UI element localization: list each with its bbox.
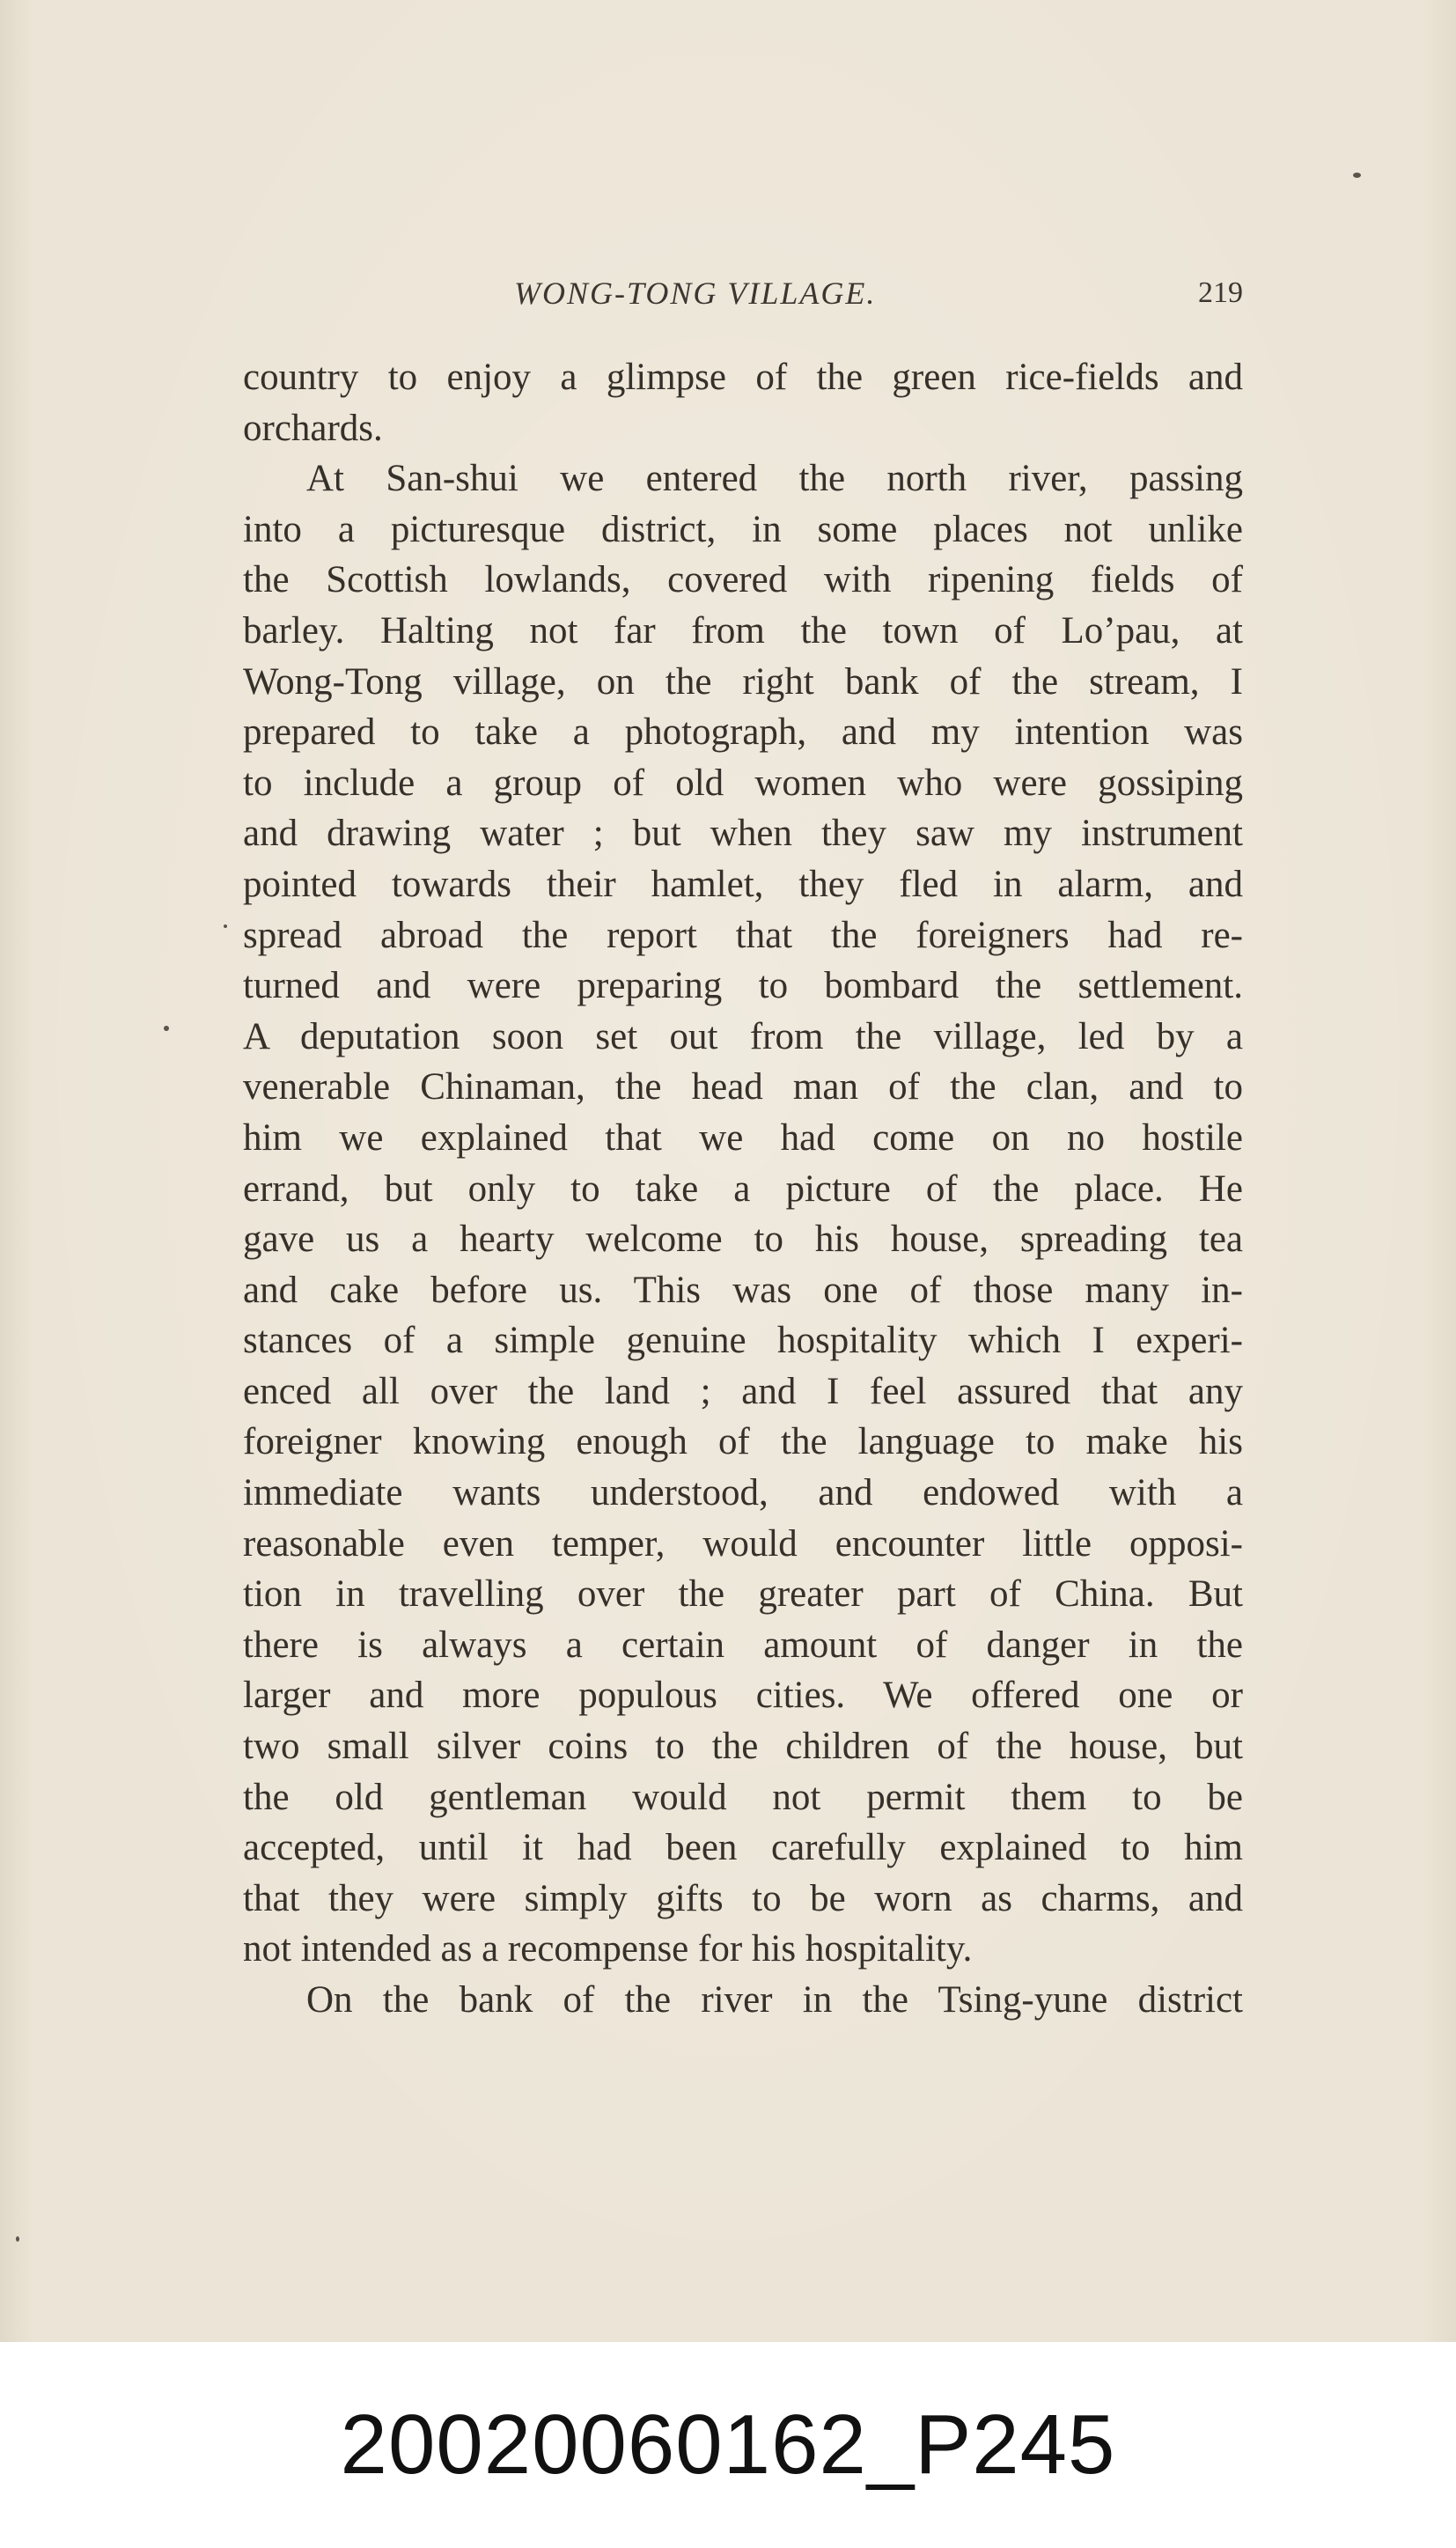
text-line: gave us a hearty welcome to his house, spreading tea — [243, 1219, 1243, 1261]
text-line: foreigner knowing enough of the language to make his — [243, 1421, 1243, 1463]
page-number: 219 — [1198, 276, 1243, 309]
text-line: tion in travelling over the greater part of China. But — [243, 1573, 1243, 1616]
text-line: Wong-Tong village, on the right bank of the stream, I — [243, 660, 1243, 703]
text-line: him we explained that we had come on no hostile — [243, 1116, 1243, 1159]
text-line: into a picturesque district, in some places not unlike — [243, 508, 1243, 550]
text-line: not intended as a recompense for his hospitality. — [243, 1928, 973, 1970]
text-line: two small silver coins to the children of the house, but — [243, 1726, 1243, 1768]
scan-identifier: 20020060162_P245 — [340, 2397, 1116, 2492]
running-head — [243, 275, 1243, 319]
paper-speck — [1353, 173, 1361, 178]
text-line: immediate wants understood, and endowed with a — [243, 1472, 1243, 1514]
text-line: errand, but only to take a picture of the place. He — [243, 1167, 1243, 1210]
text-line: country to enjoy a glimpse of the green rice-fields and — [243, 357, 1243, 398]
paper-speck — [16, 2236, 19, 2242]
text-line: spread abroad the report that the foreigners had re- — [243, 914, 1243, 956]
text-line: the Scottish lowlands, covered with ripening fields of — [243, 559, 1243, 601]
paper-speck — [164, 1026, 169, 1031]
text-line: venerable Chinaman, the head man of the clan, and to — [243, 1066, 1243, 1108]
text-line: to include a group of old women who were gossiping — [243, 762, 1243, 804]
text-line: pointed towards their hamlet, they fled in alarm, and — [243, 863, 1243, 905]
text-line: barley. Halting not far from the town of Lo’pau, at — [243, 609, 1243, 652]
text-line: orchards. — [243, 407, 383, 449]
text-line: accepted, until it had been carefully explained to him — [243, 1827, 1243, 1869]
text-line: and drawing water ; but when they saw my instrument — [243, 813, 1243, 855]
paper-speck — [224, 924, 227, 928]
text-line: turned and were preparing to bombard the settlement. — [243, 965, 1243, 1007]
text-line: At San-shui we entered the north river, passing — [306, 458, 1243, 500]
text-line: that they were simply gifts to be worn as charms, and — [243, 1877, 1243, 1919]
text-line: and cake before us. This was one of those many in- — [243, 1269, 1243, 1311]
text-line: prepared to take a photograph, and my intention was — [243, 711, 1243, 754]
text-line: On the bank of the river in the Tsing-yune district — [306, 1979, 1243, 2021]
text-line: the old gentleman would not permit them to be — [243, 1776, 1243, 1818]
scan-id-caption — [0, 2342, 1456, 2548]
text-line: there is always a certain amount of danger in the — [243, 1624, 1243, 1666]
text-line: stances of a simple genuine hospitality which I experi- — [243, 1320, 1243, 1362]
body-text — [243, 352, 1243, 2026]
text-line: larger and more populous cities. We offered one or — [243, 1675, 1243, 1717]
text-line: enced all over the land ; and I feel assured that any — [243, 1370, 1243, 1412]
running-title: WONG-TONG VILLAGE. — [514, 276, 877, 311]
text-line: A deputation soon set out from the village, led by a — [243, 1015, 1243, 1057]
text-line: reasonable even temper, would encounter little opposi- — [243, 1522, 1243, 1565]
